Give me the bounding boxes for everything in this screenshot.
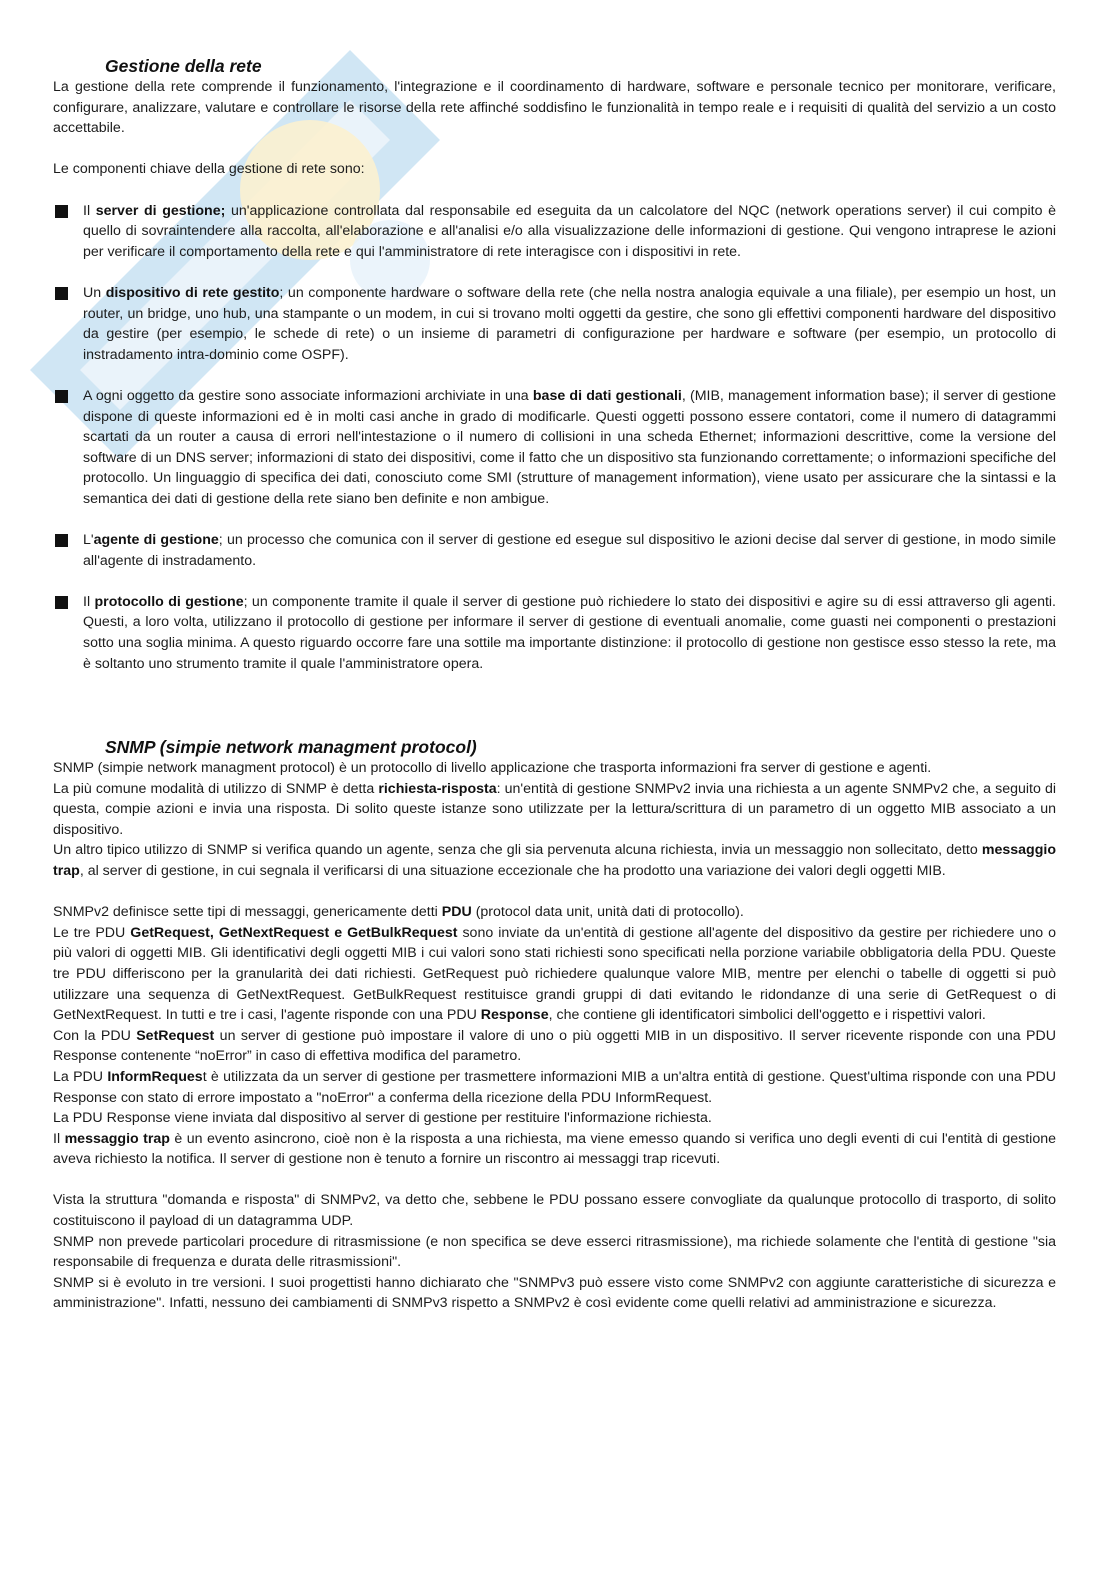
snmp-paragraph: La più comune modalità di utilizzo di SNMP è detta richiesta-risposta: un'entità di gestione SNMPv2 invia una richiesta a un agente SNMPv2 che, a seguito di questa, compie azioni e invia una risposta. Di solito queste istanze sono utilizzate per la lettura/scrittura di un parametro di un oggetto MIB associato a un dispositivo. [53,780,1056,838]
list-item: A ogni oggetto da gestire sono associate informazioni archiviate in una base di dati gestionali, (MIB, management information base); il server di gestione dispone di queste informazioni ed è in molti casi anche in grado di modificarle. Questi oggetti possono essere contatori, come il numero di datagrammi scartati da un router a causa di errori nell'intestazione o il numero di collisioni in una scheda Ethernet; informazioni descrittive, come la versione del software di un DNS server; informazioni di stato dei dispositivi, come il fatto che un dispositivo sta funzionando correttamente; o informazioni specifiche del protocollo. Un linguaggio di specifica dei dati, conosciuto come SMI (strutture of management information), viene usato per assicurare che la sintassi e la semantica dei dati di gestione della rete siano ben definite e non ambigue. [53,386,1056,510]
square-bullet-icon [55,596,68,609]
snmp-paragraph: Vista la struttura "domanda e risposta" di SNMPv2, va detto che, sebbene le PDU possano essere convogliate da qualunque protocollo di trasporto, di solito costituiscono il payload di un datagramma UDP. [53,1192,1056,1230]
square-bullet-icon [55,205,68,218]
key-components-lead: Le componenti chiave della gestione di rete sono: [53,161,365,178]
section-title-gestione: Gestione della rete [105,56,262,76]
snmp-paragraph: SNMPv2 definisce sette tipi di messaggi, genericamente detti PDU (protocol data unit, unità dati di protocollo). [53,904,744,921]
list-item: Un dispositivo di rete gestito; un componente hardware o software della rete (che nella nostra analogia equivale a una filiale), per esempio un host, un router, un bridge, uno hub, una stampante o un modem, in cui si trovano molti oggetti da gestire, che sono gli effettivi componenti hardware del dispositivo da gestire (per esempio, le schede di rete) o un insieme di parametri di configurazione per hardware e software (per esempio, un protocollo di instradamento intra-dominio come OSPF). [53,283,1056,365]
snmp-paragraph: Le tre PDU GetRequest, GetNextRequest e GetBulkRequest sono inviate da un'entità di gestione all'agente del dispositivo da gestire per richiedere uno o più valori di oggetti MIB. Gli identificativi degli oggetti MIB i cui valori sono stati richiesti sono specificati nella porzione variabile obbligatoria della PDU. Queste tre PDU differiscono per la granularità dei dati richiesti. GetRequest può richiedere qualunque valore MIB, mentre per elenchi o tabelle di oggetti si può utilizzare una sequenza di GetNextRequest. GetBulkRequest restituisce grandi gruppi di dati evitando le ridondanze di una serie di GetRequest o di GetNextRequest. In tutti e tre i casi, l'agente risponde con una PDU Response, che contiene gli identificatori simbolici dell'oggetto e i rispettivi valori. [53,924,1057,1024]
section-title-snmp: SNMP (simpie network managment protocol) [105,737,477,757]
snmp-paragraph: La PDU InformRequest è utilizzata da un server di gestione per trasmettere informazioni MIB a un'altra entità di gestione. Quest'ultima risponde con una PDU Response con stato di errore impostato a "noError" a conferma della ricezione della PDU InformRequest. [53,1068,1056,1106]
snmp-paragraph: La PDU Response viene inviata dal dispositivo al server di gestione per restituire l'informazione richiesta. [53,1110,712,1127]
document-page [53,55,1056,1314]
snmp-paragraph: Con la PDU SetRequest un server di gestione può impostare il valore di uno o più oggetti MIB in un dispositivo. Il server ricevente risponde con una PDU Response contenente “noError” in caso di effettiva modifica del parametro. [53,1027,1056,1065]
list-item: L'agente di gestione; un processo che comunica con il server di gestione ed esegue sul dispositivo le azioni decise dal server di gestione, in modo simile all'agente di instradamento. [53,530,1056,571]
snmp-paragraph: Un altro tipico utilizzo di SNMP si verifica quando un agente, senza che gli sia pervenuta alcuna richiesta, invia un messaggio non sollecitato, detto messaggio trap, al server di gestione, in cui segnala il verificarsi di una situazione eccezionale che ha prodotto una variazione dei valori degli oggetti MIB. [53,842,1056,879]
intro-paragraph: La gestione della rete comprende il funzionamento, l'integrazione e il coordinamento di hardware, software e personale tecnico per monitorare, verificare, configurare, analizzare, valutare e controllare le risorse della rete affinché soddisfino le funzionalità in tempo reale e i requisiti di qualità del servizio a un costo accettabile. [53,79,1056,137]
list-item: Il protocollo di gestione; un componente tramite il quale il server di gestione può richiedere lo stato dei dispositivi e agire su di essi attraverso gli agenti. Questi, a loro volta, utilizzano il protocollo di gestione per informare il server di gestione di eventuali anomalie, come guasti nei componenti o prestazioni sotto una soglia minima. A questo riguardo occorre fare una sottile ma importante distinzione: il protocollo di gestione non gestisce esso stesso la rete, ma è soltanto uno strumento tramite il quale l'amministratore opera. [53,592,1056,674]
square-bullet-icon [55,287,68,300]
snmp-paragraph: SNMP non prevede particolari procedure di ritrasmissione (e non specifica se deve esserci ritrasmissione), ma richiede solamente che l'entità di gestione "sia responsabile di frequenza e durata delle ritrasmissioni". [53,1233,1056,1271]
list-item: Il server di gestione; un'applicazione controllata dal responsabile ed eseguita da un calcolatore del NQC (network operations server) il cui compito è quello di sovraintendere alla raccolta, all'elaborazione e all'analisi e/o alla visualizzazione delle informazioni di gestione. Qui vengono intraprese le azioni per verificare il comportamento della rete e qui l'amministratore di rete interagisce con i dispositivi in rete. [53,201,1056,263]
snmp-paragraph: Il messaggio trap è un evento asincrono, cioè non è la risposta a una richiesta, ma viene emesso quando si verifica uno degli eventi di cui l'entità di gestione aveva richiesto la notifica. Il server di gestione non è tenuto a fornire un riscontro ai messaggi trap ricevuti. [53,1130,1056,1168]
snmp-paragraph: SNMP si è evoluto in tre versioni. I suoi progettisti hanno dichiarato che "SNMPv3 può essere visto come SNMPv2 con aggiunte caratteristiche di sicurezza e amministrazione". Infatti, nessuno dei cambiamenti di SNMPv3 rispetto a SNMPv2 è così evidente come quelli relativi ad amministrazione e sicurezza. [53,1274,1056,1312]
square-bullet-icon [55,390,68,403]
square-bullet-icon [55,534,68,547]
snmp-paragraph: SNMP (simpie network managment protocol) è un protocollo di livello applicazione che trasporta informazioni fra server di gestione e agenti. [53,760,932,776]
